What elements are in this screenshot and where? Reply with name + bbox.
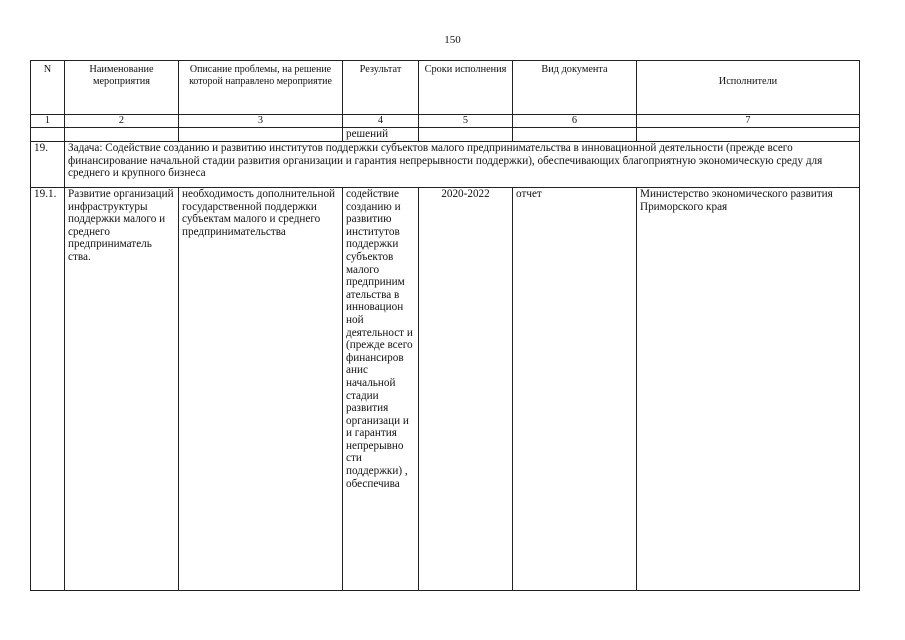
table-cell bbox=[31, 128, 65, 142]
column-number: 2 bbox=[65, 115, 179, 128]
table-cell bbox=[513, 128, 637, 142]
table-cell bbox=[419, 128, 513, 142]
column-number: 7 bbox=[637, 115, 860, 128]
continued-row bbox=[31, 128, 860, 142]
table-cell bbox=[65, 128, 179, 142]
column-number: 1 bbox=[31, 115, 65, 128]
header-n: N bbox=[31, 61, 65, 115]
header-row bbox=[31, 61, 860, 115]
page-number: 150 bbox=[444, 34, 461, 46]
column-number: 5 bbox=[419, 115, 513, 128]
header-executors: Исполнители bbox=[637, 61, 860, 115]
item-description: необходимость дополнительной государственной поддержки субъектам малого и среднего предпринимательства bbox=[179, 188, 343, 591]
continued-result-cell: решений bbox=[343, 128, 419, 142]
item-number: 19.1. bbox=[31, 188, 65, 591]
column-number: 6 bbox=[513, 115, 637, 128]
item-executors: Министерство экономического развития Приморского края bbox=[637, 188, 860, 591]
item-name: Развитие организаций инфраструктуры поддержки малого и среднего предприниматель ства. bbox=[65, 188, 179, 591]
item-deadline: 2020-2022 bbox=[419, 188, 513, 591]
item-row bbox=[31, 188, 860, 591]
column-number: 3 bbox=[179, 115, 343, 128]
table-cell bbox=[179, 128, 343, 142]
measures-table bbox=[30, 60, 860, 591]
item-doc-type: отчет bbox=[513, 188, 637, 591]
task-text: Задача: Содействие созданию и развитию институтов поддержки субъектов малого предпринимательства в инновационной деятельности (прежде всего финансирование начальной стадии развития организации и гарантия непрерывности поддержки), обеспечивающих благоприятную экономическую среду для среднего и крупного бизнеса bbox=[65, 142, 860, 188]
header-description: Описание проблемы, на решение которой направлено мероприятие bbox=[179, 61, 343, 115]
item-result: содействие созданию и развитию институтов поддержки субъектов малого предприним ательства в инновацион ной деятельност и (прежде всего финансиров анис начальной стадии развития организаци и и гарантия непрерывно сти поддержки) , обеспечива bbox=[343, 188, 419, 591]
task-number: 19. bbox=[31, 142, 65, 188]
column-number: 4 bbox=[343, 115, 419, 128]
table-cell bbox=[637, 128, 860, 142]
header-name: Наименование мероприятия bbox=[65, 61, 179, 115]
column-number-row bbox=[31, 115, 860, 128]
header-deadline: Сроки исполнения bbox=[419, 61, 513, 115]
header-doc-type: Вид документа bbox=[513, 61, 637, 115]
task-row bbox=[31, 142, 860, 188]
header-result: Результат bbox=[343, 61, 419, 115]
